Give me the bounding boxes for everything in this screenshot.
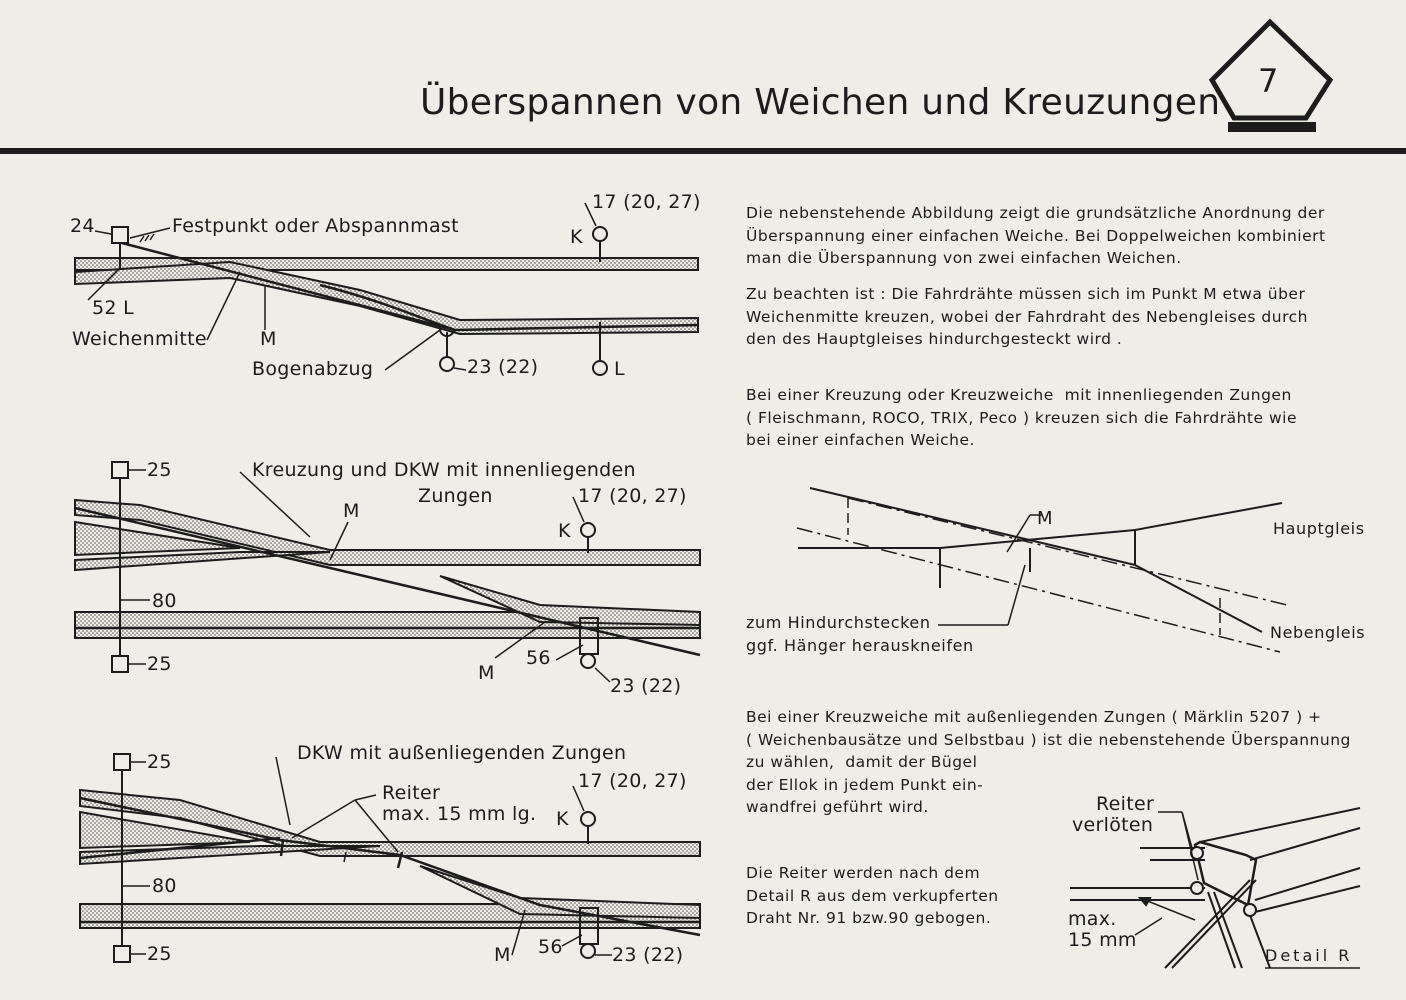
page-title: Überspannen von Weichen und Kreuzungen [420,82,1221,123]
d2-k-label: K [558,520,571,542]
d2-80-label: 80 [152,590,177,612]
hinweis-line-2: ggf. Hänger herauskneifen [746,636,974,655]
nebengleis-label: Nebengleis [1270,623,1366,642]
d2-mast-25-top: 25 [147,459,172,481]
d3-reiter-label: Reiter [382,782,441,804]
d3-m-label: M [494,944,511,966]
d3-56-label: 56 [538,936,563,958]
hinweis-line-1: zum Hindurchstecken [746,613,931,632]
d1-weichenmitte-label: Weichenmitte [72,328,207,350]
d1-m-label: M [260,328,277,350]
d3-80-label: 80 [152,875,177,897]
d3-reiter-max-label: max. 15 mm lg. [382,803,537,825]
d3-mast-17-label: 17 (20, 27) [578,770,687,792]
d3-mast-25-top: 25 [147,751,172,773]
page-number: 7 [1258,62,1279,100]
paragraph-crossing: Bei einer Kreuzung oder Kreuzweiche mit innenliegenden Zungen ( Fleischmann, ROCO, TRIX, Peco ) kreuzen sich die Fahrdrähte wie bei einer einfachen Weiche. [746,386,1297,449]
d1-mast-17-label: 17 (20, 27) [592,191,701,213]
detail-reiter-label: Reiter [1096,793,1155,815]
d1-52l-label: 52 L [92,297,135,319]
d1-k-label: K [570,226,583,248]
crossing-m-label: M [1037,508,1054,529]
d3-k-label: K [556,808,569,830]
detail-r-title: Detail R [1265,946,1353,965]
d1-l-label: L [614,358,625,380]
d3-dkw-label: DKW mit außenliegenden Zungen [297,742,627,764]
d1-mast-23-label: 23 (22) [467,356,539,378]
d2-mast-25-bottom: 25 [147,653,172,675]
paragraph-intro: Die nebenstehende Abbildung zeigt die grundsätzliche Anordnung der Überspannung einer einfachen Weiche. Bei Doppelweichen kombiniert man die Überspannung von zwei einfachen Weichen. [746,204,1326,267]
d1-mast-number: 24 [70,215,95,237]
detail-max-label: max. [1068,908,1117,930]
detail-15mm-label: 15 mm [1068,929,1137,951]
d2-kreuzung-label-2: Zungen [418,485,493,507]
d2-56-label: 56 [526,647,551,669]
d2-m-label-bottom: M [478,662,495,684]
d3-mast-23-label: 23 (22) [612,944,684,966]
paragraph-reiter: Die Reiter werden nach dem Detail R aus dem verkupferten Draht Nr. 91 bzw.90 gebogen. [746,864,999,927]
d3-mast-25-bottom: 25 [147,943,172,965]
hauptgleis-label: Hauptgleis [1273,519,1365,538]
header-rule [0,148,1406,154]
d1-festpunkt-label: Festpunkt oder Abspannmast [172,215,459,237]
d2-kreuzung-label-1: Kreuzung und DKW mit innenliegenden [252,459,636,481]
d2-mast-17-label: 17 (20, 27) [578,485,687,507]
d2-mast-23-label: 23 (22) [610,675,682,697]
paragraph-note: Zu beachten ist : Die Fahrdrähte müssen sich im Punkt M etwa über Weichenmitte kreuzen, wobei der Fahrdraht des Nebengleises durch den des Hauptgleises hindurchgesteckt wird . [746,285,1308,348]
detail-verloeten-label: verlöten [1072,814,1154,836]
paragraph-kreuzweiche: Bei einer Kreuzweiche mit außenliegenden Zungen ( Märklin 5207 ) + ( Weichenbausätze und Selbstbau ) ist die nebenstehende Überspannung zu wählen, damit der Bügel der Ellok in jedem Punkt ein- wandfrei geführt wird. [746,708,1351,816]
d2-m-label: M [343,500,360,522]
d1-bogenabzug-label: Bogenabzug [252,358,374,380]
